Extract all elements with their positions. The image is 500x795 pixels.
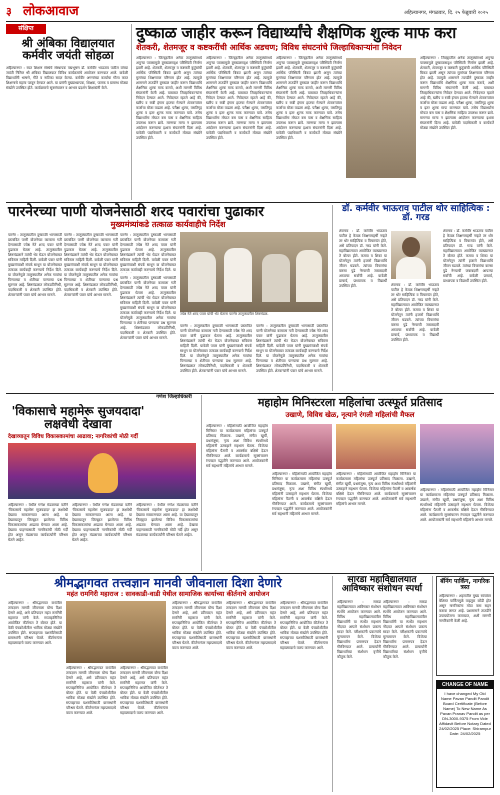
lead-headline: दुष्काळ जाहीर करून विद्यार्थ्यांचे शैक्षणिक शुल्क माफ करा [136,24,457,42]
lead-body-col3: अहिल्यानगर : जिल्ह्यातील अनेक तालुक्यांमध्ये अपुऱ्या पावसामुळे दुष्काळसदृश परिस्थिती निर्माण झाली आहे. शेतकरी, शेतमजूर व कष्टकरी कुटुंबांची आर्थिक परिस्थिती बिकट झाली असून त्यांच्या मुलांच्या शिक्षणावर परिणाम होत आहे. त्यामुळे शासनाने तातडीने दुष्काळ जाहीर करून विद्यार्थ्यांचे शैक्षणिक शुल्क माफ करावे, अशी मागणी विविध संघटनांनी केली आहे. याबाबत जिल्हाधिकाऱ्यांना निवेदन देण्यात आले. निवेदनात म्हटले आहे की, खरीप व रब्बी हंगाम हातचा गेल्याने शेतकऱ्यांवर कर्जाचा बोजा वाढला आहे. परीक्षा शुल्क, वसतिगृह शुल्क व इतर शुल्क माफ करण्यात यावे. तसेच विद्यार्थ्यांना मोफत बस पास व शैक्षणिक साहित्य उपलब्ध करून द्यावे. मागण्या मान्य न झाल्यास आंदोलन करण्याचा इशारा संघटनांनी दिला आहे. यावेळी पदाधिकारी व कार्यकर्ते मोठ्या संख्येने उपस्थित होते. [276,56,342,140]
water-subhead: मुख्यमंत्र्यांकडे तत्काळ कार्यवाहीचे निर्देश [110,220,226,229]
water-body-col5: पारनेर : तालुक्यातील दुष्काळी भागासाठी प्रस्तावित पाणी योजनेच्या कामाला गती देण्यासाठी ज्येष्ठ नेते शरद पवार यांनी पुढाकार घेतला आहे. तालुक्यातील शिष्टमंडळाने त्यांची भेट घेऊन योजनेबाबत सविस्तर माहिती दिली. यावेळी पवार यांनी मुख्यमंत्र्यांशी संपर्क साधून या योजनेबाबत तत्काळ कार्यवाही करण्याचे निर्देश दिले. या योजनेमुळे तालुक्यातील अनेक गावांचा पिण्याच्या व शेतीच्या पाण्याचा प्रश्न सुटणार आहे. शिष्टमंडळात लोकप्रतिनिधी, पदाधिकारी व शेतकरी उपस्थित होते. शेतकऱ्यांनी पवार यांचे आभार मानले. [180,324,252,373]
section-rule-2 [6,393,494,394]
mahila-photo-2 [336,424,416,469]
mahila-photo-3 [420,424,494,484]
ganesh-subhead: देखाव्यातून विविध विकासकामांचा आढावा; नागरिकांची मोठी गर्दी [8,434,138,440]
mahila-subhead: उखाणे, विविध खेळ, नृत्याने रंगली महिलांची मैफल [285,411,415,419]
water-caption: ज्येष्ठ नेते शरद पवार यांची भेट घेताना पारनेर तालुक्यातील शिष्टमंडळ. [180,312,269,316]
profile-body-col3: शेवगाव : डॉ. कर्मवीर भाऊराव पाटील हे केवळ शिक्षणमहर्षी नव्हते तर थोर साहित्यिक व विचारवंत होते, असे प्रतिपादन डॉ. गरड यांनी केले. महाविद्यालयात आयोजित व्याख्यानात ते बोलत होते. कमवा व शिका या योजनेतून त्यांनी हजारो विद्यार्थ्यांचे जीवन घडवले. त्यांच्या विचारांचा वारसा पुढे नेण्याची जबाबदारी आपल्या सर्वांची आहे. यावेळी प्राचार्य, प्राध्यापक व विद्यार्थी उपस्थित होते. [443,229,493,283]
brief-label: संक्षिप्त [6,24,46,34]
mahila-body-col4: अहिल्यानगर : महिलांसाठी आयोजित महाहोम मिनिस्टर या कार्यक्रमाला महिलांचा उत्स्फूर्त प्रतिसाद मिळाला. उखाणे, संगीत खुर्ची, प्रश्नमंजुषा, नृत्य अशा विविध स्पर्धांमध्ये महिलांनी उत्साहाने सहभाग घेतला. विजेत्या महिलांना पैठणी व आकर्षक बक्षिसे देऊन गौरविण्यात आले. कार्यक्रमाचे सूत्रसंचालन रंगतदार पद्धतीने करण्यात आले. आयोजकांनी सर्व सहभागी महिलांचे आभार मानले. [420,488,494,522]
profile-body-col2: शेवगाव : डॉ. कर्मवीर भाऊराव पाटील हे केवळ शिक्षणमहर्षी नव्हते तर थोर साहित्यिक व विचारवंत होते, असे प्रतिपादन डॉ. गरड यांनी केले. महाविद्यालयात आयोजित व्याख्यानात ते बोलत होते. कमवा व शिका या योजनेतून त्यांनी हजारो विद्यार्थ्यांचे जीवन घडवले. त्यांच्या विचारांचा वारसा पुढे नेण्याची जबाबदारी आपल्या सर्वांची आहे. यावेळी प्राचार्य, प्राध्यापक व विद्यार्थी उपस्थित होते. [391,283,439,342]
water-headline: पारनेरच्या पाणी योजनेसाठी शरद पवारांचा पुढाकार [8,204,265,220]
masthead-rule [6,21,494,22]
parking-box [436,576,494,676]
parking-body: अहिल्यानगर : शहरातील मुख्य रस्त्यांवर बेशिस्त पार्किंगमुळे वाहतूक कोंडी होत असून नागरिकांना मोठा त्रास सहन करावा लागत आहे. प्रशासनाने तातडीने उपाययोजना कराव्यात, अशी मागणी नागरिकांनी केली आहे. [439,593,491,623]
sarada-headline: सारडा महाविद्यालयात आविष्कार संशोधन स्पर्धा [341,575,423,595]
edition-info: अहिल्यानगर, मंगळवार, दि. २५ फेब्रुवारी २०२५ [403,10,488,16]
bhagwat-body-col4: अहिल्यानगर : श्रीमद्भागवत कथेतील तत्त्वज्ञान मानवी जीवनाला योग्य दिशा देणारे आहे, असे प्रतिपादन महंत रामगिरी महाराज यांनी केले. सप्ताहानिमित्त आयोजित कीर्तनात ते बोलत होते. या वेळी पंचक्रोशीतील भाविक मोठ्या संख्येने उपस्थित होते. सप्ताहाच्या यशस्वीतेसाठी ग्रामस्थांनी परिश्रम घेतले. कीर्तनानंतर महाप्रसादाचे वाटप करण्यात आले. [172,601,222,650]
water-body-col3: पारनेर : तालुक्यातील दुष्काळी भागासाठी प्रस्तावित पाणी योजनेच्या कामाला गती देण्यासाठी ज्येष्ठ नेते शरद पवार यांनी पुढाकार घेतला आहे. तालुक्यातील शिष्टमंडळाने त्यांची भेट घेऊन योजनेबाबत सविस्तर माहिती दिली. यावेळी पवार यांनी मुख्यमंत्र्यांशी संपर्क साधून या योजनेबाबत तत्काळ कार्यवाही करण्याचे निर्देश दिले. या [120,233,176,272]
parking-title: बॅनिंग पार्किंग, नागरिक त्रस्त [440,578,490,592]
ganesh-photo [8,443,196,499]
lead-subhead: शेतकरी, शेतमजूर व कष्टकरींची आर्थिक अडचण; विविध संघटनांचे जिल्हाधिकाऱ्यांना निवेदन [136,43,402,52]
bhagwat-body-col5: अहिल्यानगर : श्रीमद्भागवत कथेतील तत्त्वज्ञान मानवी जीवनाला योग्य दिशा देणारे आहे, असे प्रतिपादन महंत रामगिरी महाराज यांनी केले. सप्ताहानिमित्त आयोजित कीर्तनात ते बोलत होते. या वेळी पंचक्रोशीतील भाविक मोठ्या संख्येने उपस्थित होते. सप्ताहाच्या यशस्वीतेसाठी ग्रामस्थांनी परिश्रम घेतले. कीर्तनानंतर महाप्रसादाचे वाटप करण्यात आले. [226,601,276,650]
sarada-section [332,576,428,792]
notice-body: I have changed My Old Name Pavan Pandit Pandit Board Certificate (Before Name) To New Name As Pavan Pranav Pandit as per DN-3000-9375 From Vide Affidavit Before Notary Dated 24/02/2025 Place: Shirampur Date: 24/02/2025 [439,691,491,736]
masthead [6,5,496,21]
bhagwat-photo [66,601,166,663]
water-body-col2: पारनेर : तालुक्यातील दुष्काळी भागासाठी प्रस्तावित पाणी योजनेच्या कामाला गती देण्यासाठी ज्येष्ठ नेते शरद पवार यांनी पुढाकार घेतला आहे. तालुक्यातील शिष्टमंडळाने त्यांची भेट घेऊन योजनेबाबत सविस्तर माहिती दिली. यावेळी पवार यांनी मुख्यमंत्र्यांशी संपर्क साधून या योजनेबाबत तत्काळ कार्यवाही करण्याचे निर्देश दिले. या योजनेमुळे तालुक्यातील अनेक गावांचा पिण्याच्या व शेतीच्या पाण्याचा प्रश्न सुटणार आहे. शिष्टमंडळात लोकप्रतिनिधी, पदाधिकारी व शेतकरी उपस्थित होते. शेतकऱ्यांनी पवार यांचे आभार मानले. [64,233,118,297]
section-rule-1 [6,202,494,203]
bhagwat-body-col3: अहिल्यानगर : श्रीमद्भागवत कथेतील तत्त्वज्ञान मानवी जीवनाला योग्य दिशा देणारे आहे, असे प्रतिपादन महंत रामगिरी महाराज यांनी केले. सप्ताहानिमित्त आयोजित कीर्तनात ते बोलत होते. या वेळी पंचक्रोशीतील भाविक मोठ्या संख्येने उपस्थित होते. सप्ताहाच्या यशस्वीतेसाठी ग्रामस्थांनी परिश्रम घेतले. कीर्तनानंतर महाप्रसादाचे वाटप करण्यात आले. [120,666,168,715]
mahila-headline: महाहोम मिनिस्टरला महिलांचा उत्स्फूर्त प्रतिसाद [257,396,443,409]
name-change-notice [436,680,494,788]
profile-photo [391,231,431,279]
mahila-body-col1: अहिल्यानगर : महिलांसाठी आयोजित महाहोम मिनिस्टर या कार्यक्रमाला महिलांचा उत्स्फूर्त प्रतिसाद मिळाला. उखाणे, संगीत खुर्ची, प्रश्नमंजुषा, नृत्य अशा विविध स्पर्धांमध्ये महिलांनी उत्साहाने सहभाग घेतला. विजेत्या महिलांना पैठणी व आकर्षक बक्षिसे देऊन गौरविण्यात आले. कार्यक्रमाचे सूत्रसंचालन रंगतदार पद्धतीने करण्यात आले. आयोजकांनी सर्व सहभागी महिलांचे आभार मानले. [206,424,268,468]
brief-section [6,24,132,200]
water-body-col4: पारनेर : तालुक्यातील दुष्काळी भागासाठी प्रस्तावित पाणी योजनेच्या कामाला गती देण्यासाठी ज्येष्ठ नेते शरद पवार यांनी पुढाकार घेतला आहे. तालुक्यातील शिष्टमंडळाने त्यांची भेट घेऊन योजनेबाबत सविस्तर माहिती दिली. यावेळी पवार यांनी मुख्यमंत्र्यांशी संपर्क साधून या योजनेबाबत तत्काळ कार्यवाही करण्याचे निर्देश दिले. या योजनेमुळे तालुक्यातील अनेक गावांचा पिण्याच्या व शेतीच्या पाण्याचा प्रश्न सुटणार आहे. शिष्टमंडळात लोकप्रतिनिधी, पदाधिकारी व शेतकरी उपस्थित होते. शेतकऱ्यांनी पवार यांचे आभार मानले. [120,276,176,340]
notice-title: CHANGE OF NAME [437,681,493,689]
mahila-body-col2: अहिल्यानगर : महिलांसाठी आयोजित महाहोम मिनिस्टर या कार्यक्रमाला महिलांचा उत्स्फूर्त प्रतिसाद मिळाला. उखाणे, संगीत खुर्ची, प्रश्नमंजुषा, नृत्य अशा विविध स्पर्धांमध्ये महिलांनी उत्साहाने सहभाग घेतला. विजेत्या महिलांना पैठणी व आकर्षक बक्षिसे देऊन गौरविण्यात आले. कार्यक्रमाचे सूत्रसंचालन रंगतदार पद्धतीने करण्यात आले. आयोजकांनी सर्व सहभागी महिलांचे आभार मानले. [272,472,332,516]
page-number: ३ [6,5,12,18]
ganesh-body-col2: अहिल्यानगर : येथील गणेश मंडळाच्या वतीने 'विकासाचे महामेरू सुजयदादा' हा लक्षवेधी देखावा साकारण्यात आला आहे. या देखाव्यातून जिल्ह्यात झालेल्या विविध विकासकामांचा आढावा घेण्यात आला आहे. देखावा पाहण्यासाठी नागरिकांची मोठी गर्दी होत असून मंडळाच्या कार्यकर्त्यांनी परिश्रम घेतले आहेत. [72,503,132,542]
profile-box [332,205,494,391]
newspaper-logo: लोकआवाज [23,4,79,19]
brief-title: श्री अंबिका विद्यालयात कर्मवीर जयंती सोहळा [21,36,115,63]
ganesh-body-col3: अहिल्यानगर : येथील गणेश मंडळाच्या वतीने 'विकासाचे महामेरू सुजयदादा' हा लक्षवेधी देखावा साकारण्यात आला आहे. या देखाव्यातून जिल्ह्यात झालेल्या विविध विकासकामांचा आढावा घेण्यात आला आहे. देखावा पाहण्यासाठी नागरिकांची मोठी गर्दी होत असून मंडळाच्या कार्यकर्त्यांनी परिश्रम घेतले आहेत. [136,503,198,537]
lead-body-col4: अहिल्यानगर : जिल्ह्यातील अनेक तालुक्यांमध्ये अपुऱ्या पावसामुळे दुष्काळसदृश परिस्थिती निर्माण झाली आहे. शेतकरी, शेतमजूर व कष्टकरी कुटुंबांची आर्थिक परिस्थिती बिकट झाली असून त्यांच्या मुलांच्या शिक्षणावर परिणाम होत आहे. त्यामुळे शासनाने तातडीने दुष्काळ जाहीर करून विद्यार्थ्यांचे शैक्षणिक शुल्क माफ करावे, अशी मागणी विविध संघटनांनी केली आहे. याबाबत जिल्हाधिकाऱ्यांना निवेदन देण्यात आले. निवेदनात म्हटले आहे की, खरीप व रब्बी हंगाम हातचा गेल्याने शेतकऱ्यांवर कर्जाचा बोजा वाढला आहे. परीक्षा शुल्क, वसतिगृह शुल्क व इतर शुल्क माफ करण्यात यावे. तसेच विद्यार्थ्यांना मोफत बस पास व शैक्षणिक साहित्य उपलब्ध करून द्यावे. मागण्या मान्य न झाल्यास आंदोलन करण्याचा इशारा संघटनांनी दिला आहे. यावेळी पदाधिकारी व कार्यकर्ते मोठ्या संख्येने उपस्थित होते. [420,56,494,130]
water-body-col6: पारनेर : तालुक्यातील दुष्काळी भागासाठी प्रस्तावित पाणी योजनेच्या कामाला गती देण्यासाठी ज्येष्ठ नेते शरद पवार यांनी पुढाकार घेतला आहे. तालुक्यातील शिष्टमंडळाने त्यांची भेट घेऊन योजनेबाबत सविस्तर माहिती दिली. यावेळी पवार यांनी मुख्यमंत्र्यांशी संपर्क साधून या योजनेबाबत तत्काळ कार्यवाही करण्याचे निर्देश दिले. या योजनेमुळे तालुक्यातील अनेक गावांचा पिण्याच्या व शेतीच्या पाण्याचा प्रश्न सुटणार आहे. शिष्टमंडळात लोकप्रतिनिधी, पदाधिकारी व शेतकरी उपस्थित होते. शेतकऱ्यांनी पवार यांचे आभार मानले. [256,324,328,373]
water-photo [180,232,328,312]
bhagwat-body-col2: अहिल्यानगर : श्रीमद्भागवत कथेतील तत्त्वज्ञान मानवी जीवनाला योग्य दिशा देणारे आहे, असे प्रतिपादन महंत रामगिरी महाराज यांनी केले. सप्ताहानिमित्त आयोजित कीर्तनात ते बोलत होते. या वेळी पंचक्रोशीतील भाविक मोठ्या संख्येने उपस्थित होते. सप्ताहाच्या यशस्वीतेसाठी ग्रामस्थांनी परिश्रम घेतले. कीर्तनानंतर महाप्रसादाचे वाटप करण्यात आले. [66,666,116,715]
mahila-photo-1 [272,424,332,469]
profile-title: डॉ. कर्मवीर भाऊराव पाटील थोर साहित्यिक : डॉ. गरड [342,204,490,224]
brief-body: अहिल्यानगर : रयत शिक्षण संस्थेचे संस्थापक पद्मभूषण डॉ. कर्मवीर भाऊराव पाटील यांच्या जयंती निमित्त श्री अंबिका विद्यालयात विविध कार्यक्रमांचे आयोजन करण्यात आले. यावेळी विद्यार्थ्यांनी भाषणे, गीते व नाटिका सादर केल्या. कर्मवीर अण्णांच्या कार्याचा गौरव करत शिक्षणाचे महत्त्व पटवून देण्यात आले. या प्रसंगी मुख्याध्यापक, शिक्षक, पालक व ग्रामस्थ मोठ्या संख्येने उपस्थित होते. कार्यक्रमाचे सूत्रसंचालन व आभार प्रदर्शन शिक्षकांनी केले. [6,66,128,90]
lead-photo [346,58,416,178]
ganesh-headline: 'विकासाचे महामेरू सुजयदादा' लक्षवेधी देखावा [11,404,145,431]
bhagwat-body-col6: अहिल्यानगर : श्रीमद्भागवत कथेतील तत्त्वज्ञान मानवी जीवनाला योग्य दिशा देणारे आहे, असे प्रतिपादन महंत रामगिरी महाराज यांनी केले. सप्ताहानिमित्त आयोजित कीर्तनात ते बोलत होते. या वेळी पंचक्रोशीतील भाविक मोठ्या संख्येने उपस्थित होते. सप्ताहाच्या यशस्वीतेसाठी ग्रामस्थांनी परिश्रम घेतले. कीर्तनानंतर महाप्रसादाचे वाटप करण्यात आले. [280,601,328,650]
bhagwat-subhead: महंत रामगिरी महाराज : सावकाडी-वाडी येथील सामाजिक कार्याच्या कीर्तनाचे आयोजन [66,590,270,598]
ganesh-kicker: गणेश जिल्हाधिकारी [156,394,192,400]
sarada-body-col1: अहिल्यानगर : सारडा महाविद्यालयात आविष्कार संशोधन स्पर्धेचे आयोजन करण्यात आले. विविध महाविद्यालयांतील विद्यार्थ्यांनी या स्पर्धेत सहभाग नोंदवत आपले संशोधन प्रकल्प सादर केले. परीक्षकांनी प्रकल्पांचे मूल्यमापन केले. विजेत्या विद्यार्थ्यांना प्रमाणपत्र देऊन गौरविण्यात आले. प्राचार्यांनी विद्यार्थ्यांच्या संशोधन वृत्तीचे कौतुक केले. [337,600,381,659]
profile-body-col1: शेवगाव : डॉ. कर्मवीर भाऊराव पाटील हे केवळ शिक्षणमहर्षी नव्हते तर थोर साहित्यिक व विचारवंत होते, असे प्रतिपादन डॉ. गरड यांनी केले. महाविद्यालयात आयोजित व्याख्यानात ते बोलत होते. कमवा व शिका या योजनेतून त्यांनी हजारो विद्यार्थ्यांचे जीवन घडवले. त्यांच्या विचारांचा वारसा पुढे नेण्याची जबाबदारी आपल्या सर्वांची आहे. यावेळी प्राचार्य, प्राध्यापक व विद्यार्थी उपस्थित होते. [339,229,387,288]
right-sidebar [432,576,494,792]
water-body-col1: पारनेर : तालुक्यातील दुष्काळी भागासाठी प्रस्तावित पाणी योजनेच्या कामाला गती देण्यासाठी ज्येष्ठ नेते शरद पवार यांनी पुढाकार घेतला आहे. तालुक्यातील शिष्टमंडळाने त्यांची भेट घेऊन योजनेबाबत सविस्तर माहिती दिली. यावेळी पवार यांनी मुख्यमंत्र्यांशी संपर्क साधून या योजनेबाबत तत्काळ कार्यवाही करण्याचे निर्देश दिले. या योजनेमुळे तालुक्यातील अनेक गावांचा पिण्याच्या व शेतीच्या पाण्याचा प्रश्न सुटणार आहे. शिष्टमंडळात लोकप्रतिनिधी, पदाधिकारी व शेतकरी उपस्थित होते. शेतकऱ्यांनी पवार यांचे आभार मानले. [8,233,62,297]
ganesh-section [6,395,202,571]
ganesh-body-col1: अहिल्यानगर : येथील गणेश मंडळाच्या वतीने 'विकासाचे महामेरू सुजयदादा' हा लक्षवेधी देखावा साकारण्यात आला आहे. या देखाव्यातून जिल्ह्यात झालेल्या विविध विकासकामांचा आढावा घेण्यात आला आहे. देखावा पाहण्यासाठी नागरिकांची मोठी गर्दी होत असून मंडळाच्या कार्यकर्त्यांनी परिश्रम घेतले आहेत. [8,503,68,542]
section-rule-3 [6,573,494,574]
sarada-body-col2: अहिल्यानगर : सारडा महाविद्यालयात आविष्कार संशोधन स्पर्धेचे आयोजन करण्यात आले. विविध महाविद्यालयांतील विद्यार्थ्यांनी या स्पर्धेत सहभाग नोंदवत आपले संशोधन प्रकल्प सादर केले. परीक्षकांनी प्रकल्पांचे मूल्यमापन केले. विजेत्या विद्यार्थ्यांना प्रमाणपत्र देऊन गौरविण्यात आले. प्राचार्यांनी विद्यार्थ्यांच्या संशोधन वृत्तीचे कौतुक केले. [383,600,427,659]
mahila-body-col3: अहिल्यानगर : महिलांसाठी आयोजित महाहोम मिनिस्टर या कार्यक्रमाला महिलांचा उत्स्फूर्त प्रतिसाद मिळाला. उखाणे, संगीत खुर्ची, प्रश्नमंजुषा, नृत्य अशा विविध स्पर्धांमध्ये महिलांनी उत्साहाने सहभाग घेतला. विजेत्या महिलांना पैठणी व आकर्षक बक्षिसे देऊन गौरविण्यात आले. कार्यक्रमाचे सूत्रसंचालन रंगतदार पद्धतीने करण्यात आले. आयोजकांनी सर्व सहभागी महिलांचे आभार मानले. [336,472,416,506]
lead-body-col1: अहिल्यानगर : जिल्ह्यातील अनेक तालुक्यांमध्ये अपुऱ्या पावसामुळे दुष्काळसदृश परिस्थिती निर्माण झाली आहे. शेतकरी, शेतमजूर व कष्टकरी कुटुंबांची आर्थिक परिस्थिती बिकट झाली असून त्यांच्या मुलांच्या शिक्षणावर परिणाम होत आहे. त्यामुळे शासनाने तातडीने दुष्काळ जाहीर करून विद्यार्थ्यांचे शैक्षणिक शुल्क माफ करावे, अशी मागणी विविध संघटनांनी केली आहे. याबाबत जिल्हाधिकाऱ्यांना निवेदन देण्यात आले. निवेदनात म्हटले आहे की, खरीप व रब्बी हंगाम हातचा गेल्याने शेतकऱ्यांवर कर्जाचा बोजा वाढला आहे. परीक्षा शुल्क, वसतिगृह शुल्क व इतर शुल्क माफ करण्यात यावे. तसेच विद्यार्थ्यांना मोफत बस पास व शैक्षणिक साहित्य उपलब्ध करून द्यावे. मागण्या मान्य न झाल्यास आंदोलन करण्याचा इशारा संघटनांनी दिला आहे. यावेळी पदाधिकारी व कार्यकर्ते मोठ्या संख्येने उपस्थित होते. [136,56,202,140]
bhagwat-body-col1: अहिल्यानगर : श्रीमद्भागवत कथेतील तत्त्वज्ञान मानवी जीवनाला योग्य दिशा देणारे आहे, असे प्रतिपादन महंत रामगिरी महाराज यांनी केले. सप्ताहानिमित्त आयोजित कीर्तनात ते बोलत होते. या वेळी पंचक्रोशीतील भाविक मोठ्या संख्येने उपस्थित होते. सप्ताहाच्या यशस्वीतेसाठी ग्रामस्थांनी परिश्रम घेतले. कीर्तनानंतर महाप्रसादाचे वाटप करण्यात आले. [8,601,62,645]
bhagwat-headline: श्रीमद्भागवत तत्त्वज्ञान मानवी जीवनाला दिशा देणारे [54,575,282,590]
lead-body-col2: अहिल्यानगर : जिल्ह्यातील अनेक तालुक्यांमध्ये अपुऱ्या पावसामुळे दुष्काळसदृश परिस्थिती निर्माण झाली आहे. शेतकरी, शेतमजूर व कष्टकरी कुटुंबांची आर्थिक परिस्थिती बिकट झाली असून त्यांच्या मुलांच्या शिक्षणावर परिणाम होत आहे. त्यामुळे शासनाने तातडीने दुष्काळ जाहीर करून विद्यार्थ्यांचे शैक्षणिक शुल्क माफ करावे, अशी मागणी विविध संघटनांनी केली आहे. याबाबत जिल्हाधिकाऱ्यांना निवेदन देण्यात आले. निवेदनात म्हटले आहे की, खरीप व रब्बी हंगाम हातचा गेल्याने शेतकऱ्यांवर कर्जाचा बोजा वाढला आहे. परीक्षा शुल्क, वसतिगृह शुल्क व इतर शुल्क माफ करण्यात यावे. तसेच विद्यार्थ्यांना मोफत बस पास व शैक्षणिक साहित्य उपलब्ध करून द्यावे. मागण्या मान्य न झाल्यास आंदोलन करण्याचा इशारा संघटनांनी दिला आहे. यावेळी पदाधिकारी व कार्यकर्ते मोठ्या संख्येने उपस्थित होते. [206,56,272,140]
